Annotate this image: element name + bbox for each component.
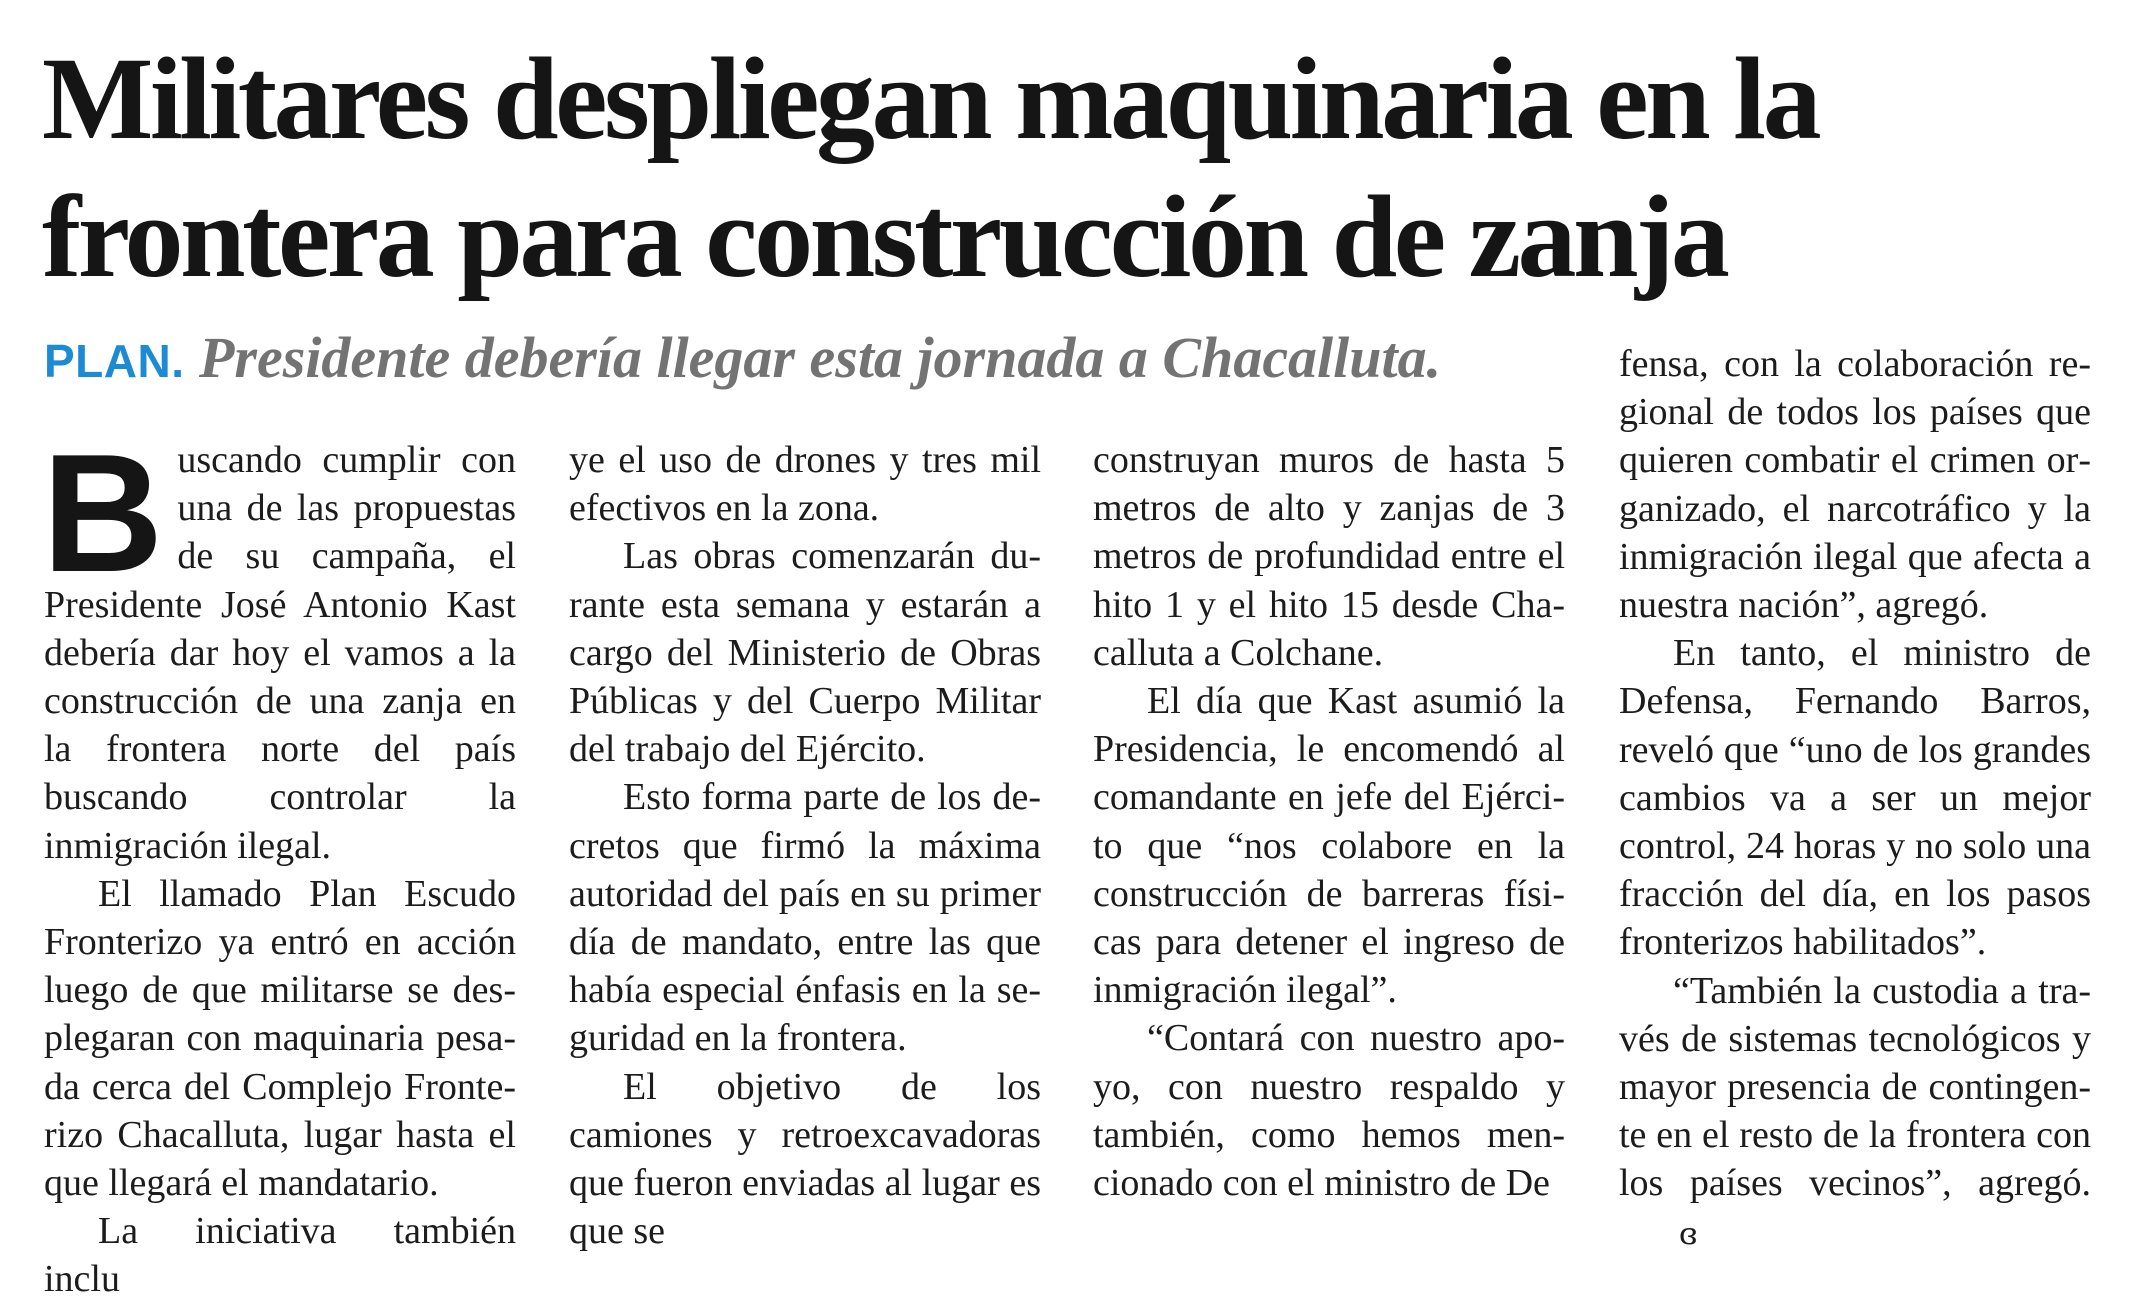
subheading [44,318,1584,401]
end-of-article-icon: ɞ [1679,1216,1698,1252]
headline-line-2: frontera para construcción de zanja [42,171,1727,302]
paragraph: La iniciativa también inclu [44,1210,516,1301]
paragraph: construyan muros de hasta 5 metros de alto y zanjas de 3 metros de profundidad entre el hito 1 y el hito 15 desde Chacalluta a Colchane. [1093,439,1565,674]
section-kicker: PLAN. [44,335,185,387]
article-headline [42,30,2122,306]
paragraph [1619,967,2091,1259]
paragraph: ye el uso de drones y tres mil efectivos en la zona. [569,439,1041,530]
drop-cap: B [42,419,164,607]
paragraph [42,419,516,870]
text-column-4 [1619,340,2091,1259]
paragraph: El día que Kast asumió la Presidencia, le encomendó al comandante en jefe del Ejército que “nos colabore en la construcción de barreras físicas para detener el ingreso de inmigración ilegal”. [1093,680,1565,1012]
text-column-3 [1093,436,1565,1207]
paragraph: El objetivo de los camiones y retroexcavadoras que fueron enviadas al lugar es que se [569,1065,1041,1253]
paragraph-text: “También la custodia a través de sistemas tecnológicos y mayor presencia de contingente en el resto de la frontera con los países vecinos”, agregó. [1619,969,2091,1205]
paragraph: En tanto, el ministro de Defensa, Fernando Barros, reveló que “uno de los grandes cambios va a ser un mejor control, 24 horas y no solo una fracción del día, en los pasos fronterizos habilitados”. [1619,632,2091,964]
deck-text: Presidente debería llegar esta jornada a Chacalluta. [199,325,1442,390]
paragraph: “Contará con nuestro apoyo, con nuestro respaldo y también, como hemos mencionado con el ministro de De [1093,1017,1565,1205]
paragraph: Esto forma parte de los decretos que firmó la máxima autoridad del país en su primer día de mandato, entre las que había especial énfasis en la seguridad en la frontera. [569,776,1041,1060]
paragraph: El llamado Plan Escudo Fronterizo ya entró en acción luego de que militarse se desplegaran con maquinaria pesada cerca del Complejo Fronterizo Chacalluta, lugar hasta el que llegará el mandatario. [44,872,516,1205]
headline-line-1: Militares despliegan maquinaria en la [42,33,1819,164]
text-column-1 [42,419,516,1304]
paragraph: Las obras comenzarán durante esta semana y estarán a cargo del Ministerio de Obras Públicas y del Cuerpo Militar del trabajo del Ejército. [569,535,1041,771]
text-column-2 [569,436,1041,1255]
paragraph-text: uscando cumplir con una de las propuestas de su campaña, el Presidente José Antonio Kast debería dar hoy el vamos a la construcción de una zanja en la frontera norte del país buscando controlar la inmigración ilegal. [44,439,516,867]
paragraph: fensa, con la colaboración regional de todos los países que quieren combatir el crimen organizado, el narcotráfico y la inmigración ilegal que afecta a nuestra nación”, agregó. [1619,343,2091,627]
